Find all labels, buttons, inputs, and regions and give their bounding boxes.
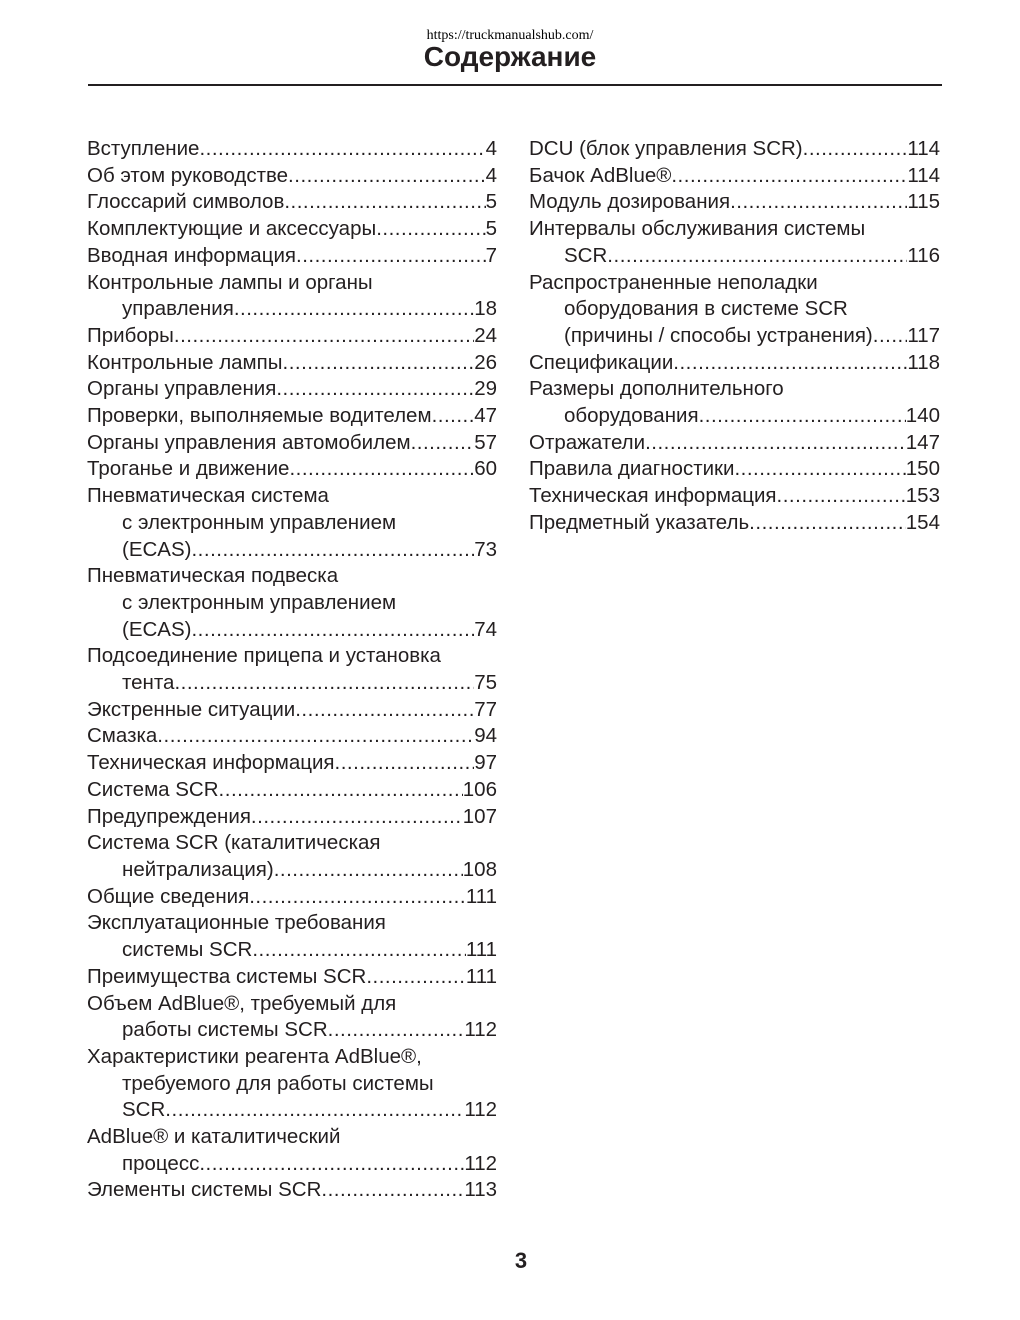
toc-entry-page: 112	[464, 1098, 497, 1122]
toc-entry-page: 140	[905, 404, 940, 428]
toc-entry-page: 73	[474, 537, 497, 561]
toc-entry-page: 114	[907, 163, 940, 187]
toc-entry[interactable]	[87, 964, 497, 991]
toc-entry-title: Контрольные лампы	[87, 350, 283, 374]
toc-entry-title: процесс	[122, 1151, 200, 1175]
toc-entry[interactable]	[87, 563, 497, 643]
toc-entry-page: 107	[462, 804, 497, 828]
toc-entry-title: Органы управления	[87, 377, 277, 401]
page-title: Содержание	[423, 41, 597, 72]
toc-entry[interactable]	[87, 910, 497, 963]
toc-entry-title: Вступление	[87, 137, 200, 160]
dot-leader	[803, 136, 908, 163]
toc-entry-title: Бачок AdBlue®	[529, 163, 672, 187]
toc-entry[interactable]	[529, 163, 940, 190]
page-number: 3	[514, 1248, 528, 1273]
toc-entry-title: Эксплуатационные требования	[87, 911, 386, 935]
toc-entry-page: 29	[474, 377, 497, 401]
toc-entry-title: Элементы системы SCR	[87, 1178, 322, 1202]
dot-leader	[321, 1177, 464, 1204]
toc-entry-page: 77	[474, 697, 497, 721]
dot-leader	[734, 456, 905, 483]
toc-entry[interactable]	[87, 163, 497, 190]
toc-entry[interactable]	[87, 830, 497, 883]
toc-entry-title: Смазка	[87, 724, 158, 748]
toc-entry-page: 47	[474, 404, 497, 428]
dot-leader	[219, 777, 463, 804]
toc-entry-page: 115	[907, 190, 940, 214]
toc-entry-page: 5	[485, 190, 497, 214]
toc-entry-page: 147	[905, 430, 940, 454]
toc-entry-page: 75	[474, 671, 497, 695]
toc-entry-page: 4	[485, 163, 497, 187]
dot-leader	[274, 857, 463, 884]
toc-entry-page: 94	[474, 724, 497, 748]
toc-entry[interactable]	[529, 483, 940, 510]
toc-entry-title: Экстренные ситуации	[87, 697, 296, 721]
dot-leader	[199, 136, 485, 163]
toc-entry[interactable]	[529, 376, 940, 429]
toc-entry-page: 111	[465, 964, 497, 988]
dot-leader	[165, 1097, 464, 1124]
toc-entry-title: Предупреждения	[87, 804, 251, 828]
toc-entry-title: AdBlue® и каталитический	[87, 1125, 341, 1149]
dot-leader	[234, 296, 474, 323]
dot-leader	[157, 723, 474, 750]
toc-entry-title: с электронным управлением	[122, 590, 397, 614]
toc-entry-page: 74	[474, 617, 497, 641]
toc-entry[interactable]	[87, 350, 497, 377]
toc-entry-title: системы SCR	[122, 938, 253, 962]
dot-leader	[432, 403, 475, 430]
toc-column-right	[529, 136, 940, 537]
dot-leader	[295, 697, 474, 724]
dot-leader	[191, 537, 474, 564]
toc-entry-title: Проверки, выполняемые водителем	[87, 404, 432, 428]
toc-entry[interactable]	[87, 697, 497, 724]
toc-entry-page: 112	[464, 1018, 497, 1042]
toc-entry-page: 24	[474, 323, 497, 347]
toc-entry-title: Троганье и движение	[87, 457, 290, 481]
toc-entry[interactable]	[87, 777, 497, 804]
toc-entry-page: 113	[464, 1178, 497, 1202]
toc-entry[interactable]	[87, 216, 497, 243]
toc-entry-title: нейтрализация)	[122, 857, 274, 881]
dot-leader	[191, 617, 474, 644]
toc-entry-title: управления	[122, 297, 234, 321]
header-divider	[88, 84, 942, 86]
toc-entry[interactable]	[87, 723, 497, 750]
toc-entry-page: 117	[907, 323, 940, 347]
toc-entry-title: Комплектующие и аксессуары	[87, 217, 377, 241]
toc-entry[interactable]	[87, 430, 497, 457]
toc-entry-title: DCU (блок управления SCR)	[529, 137, 803, 160]
toc-entry-title: SCR	[564, 243, 608, 267]
toc-entry-page: 116	[907, 243, 940, 267]
toc-entry-title: Об этом руководстве	[87, 163, 289, 187]
toc-entry-title: тента	[122, 671, 175, 695]
dot-leader	[671, 163, 907, 190]
toc-entry-page: 4	[485, 137, 497, 160]
toc-entry[interactable]	[529, 456, 940, 483]
toc-entry[interactable]	[87, 270, 497, 323]
toc-entry-title: оборудования	[564, 404, 699, 428]
dot-leader	[276, 376, 474, 403]
toc-entry[interactable]	[87, 456, 497, 483]
dot-leader	[249, 884, 466, 911]
toc-entry[interactable]	[529, 430, 940, 457]
dot-leader	[284, 189, 485, 216]
toc-entry-title: оборудования в системе SCR	[564, 297, 848, 321]
dot-leader	[288, 163, 486, 190]
toc-entry-page: 111	[465, 938, 497, 962]
toc-entry-title: Преимущества системы SCR	[87, 964, 367, 988]
toc-entry-title: требуемого для работы системы	[122, 1071, 434, 1095]
dot-leader	[873, 323, 908, 350]
toc-entry[interactable]	[529, 216, 940, 269]
toc-entry-page: 18	[474, 297, 497, 321]
toc-entry-title: SCR	[122, 1098, 166, 1122]
toc-entry[interactable]	[87, 403, 497, 430]
toc-entry-title: Приборы	[87, 323, 174, 347]
toc-entry-page: 114	[907, 137, 940, 160]
toc-entry-title: Система SCR	[87, 777, 219, 801]
dot-leader	[699, 403, 906, 430]
toc-entry-title: Техническая информация	[529, 484, 777, 508]
toc-entry-title: Органы управления автомобилем	[87, 430, 411, 454]
toc-entry-page: 57	[474, 430, 497, 454]
dot-leader	[777, 483, 906, 510]
toc-entry-title: Размеры дополнительного	[529, 377, 784, 401]
toc-entry-title: Общие сведения	[87, 884, 250, 908]
toc-entry-title: Правила диагностики	[529, 457, 735, 481]
toc-entry-page: 153	[905, 484, 940, 508]
toc-entry[interactable]	[87, 884, 497, 911]
toc-entry-title: Система SCR (каталитическая	[87, 831, 381, 855]
dot-leader	[296, 243, 486, 270]
dot-leader	[730, 189, 907, 216]
toc-entry-title: (ECAS)	[122, 617, 192, 641]
dot-leader	[376, 216, 485, 243]
toc-entry[interactable]	[87, 1044, 497, 1124]
toc-entry-title: Характеристики реагента AdBlue®,	[87, 1044, 422, 1068]
dot-leader	[366, 964, 466, 991]
toc-entry-page: 7	[485, 243, 497, 267]
toc-entry[interactable]	[529, 136, 940, 163]
toc-entry-title: (причины / способы устранения)	[564, 323, 873, 347]
toc-entry-title: с электронным управлением	[122, 510, 397, 534]
toc-entry-title: Спецификации	[529, 350, 674, 374]
dot-leader	[199, 1151, 464, 1178]
dot-leader	[289, 456, 474, 483]
toc-entry-page: 60	[474, 457, 497, 481]
dot-leader	[252, 937, 466, 964]
dot-leader	[645, 430, 906, 457]
toc-entry-title: Вводная информация	[87, 243, 296, 267]
toc-entry[interactable]	[529, 510, 940, 537]
toc-entry[interactable]	[87, 376, 497, 403]
dot-leader	[174, 323, 474, 350]
toc-entry-title: Модуль дозирования	[529, 190, 731, 214]
toc-entry-page: 112	[464, 1151, 497, 1175]
toc-entry-title: работы системы SCR	[122, 1018, 328, 1042]
toc-entry[interactable]	[87, 243, 497, 270]
source-url: https://truckmanualshub.com/	[426, 28, 594, 43]
dot-leader	[607, 243, 907, 270]
dot-leader	[673, 350, 907, 377]
dot-leader	[251, 804, 463, 831]
toc-entry[interactable]	[87, 189, 497, 216]
toc-entry-page: 154	[905, 510, 940, 534]
toc-entry-page: 26	[474, 350, 497, 374]
dot-leader	[411, 430, 475, 457]
toc-entry-title: Распространенные неполадки	[529, 270, 818, 294]
toc-entry[interactable]	[87, 136, 497, 163]
toc-entry-page: 108	[462, 857, 497, 881]
toc-entry[interactable]	[87, 643, 497, 696]
toc-entry-title: Предметный указатель	[529, 510, 750, 534]
toc-entry-page: 150	[905, 457, 940, 481]
toc-entry-page: 106	[462, 777, 497, 801]
toc-entry[interactable]	[87, 1177, 497, 1204]
toc-entry[interactable]	[529, 270, 940, 350]
toc-entry-page: 111	[465, 884, 497, 908]
toc-entry-title: Глоссарий символов	[87, 190, 285, 214]
toc-entry-title: Интервалы обслуживания системы	[529, 217, 866, 241]
toc-entry[interactable]	[87, 991, 497, 1044]
toc-entry[interactable]	[87, 750, 497, 777]
toc-entry[interactable]	[87, 804, 497, 831]
toc-entry-title: Техническая информация	[87, 751, 335, 775]
toc-entry-title: Контрольные лампы и органы	[87, 270, 373, 294]
toc-entry-title: Пневматическая система	[87, 484, 329, 508]
toc-entry[interactable]	[87, 1124, 497, 1177]
toc-entry-page: 5	[485, 217, 497, 241]
toc-entry[interactable]	[87, 323, 497, 350]
dot-leader	[749, 510, 906, 537]
toc-entry-title: Пневматическая подвеска	[87, 564, 339, 588]
dot-leader	[174, 670, 474, 697]
dot-leader	[283, 350, 475, 377]
dot-leader	[335, 750, 475, 777]
dot-leader	[328, 1017, 465, 1044]
toc-entry-title: (ECAS)	[122, 537, 192, 561]
toc-entry-title: Объем AdBlue®, требуемый для	[87, 991, 397, 1015]
toc-entry[interactable]	[529, 189, 940, 216]
toc-entry-page: 118	[907, 350, 940, 374]
toc-entry[interactable]	[87, 483, 497, 563]
toc-entry-title: Отражатели	[529, 430, 646, 454]
toc-entry-page: 97	[474, 751, 497, 775]
toc-column-left	[87, 136, 497, 1204]
toc-entry-title: Подсоединение прицепа и установка	[87, 644, 441, 668]
toc-entry[interactable]	[529, 350, 940, 377]
